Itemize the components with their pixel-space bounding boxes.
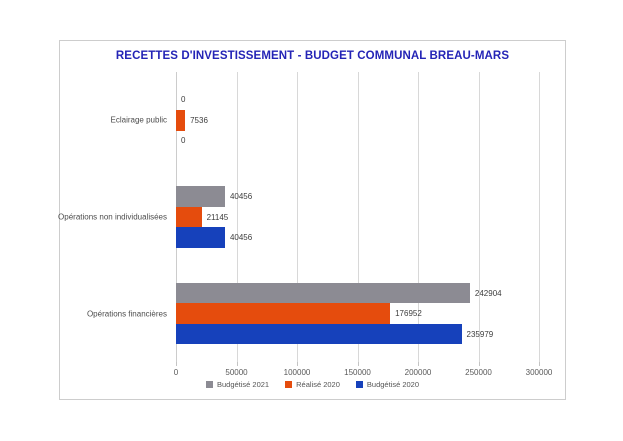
- legend-swatch-icon: [206, 381, 213, 388]
- legend-swatch-icon: [285, 381, 292, 388]
- legend: [60, 380, 565, 389]
- legend-label: Budgétisé 2020: [366, 380, 420, 389]
- bar: [176, 283, 470, 304]
- bar: [176, 303, 390, 324]
- axis-tick: [176, 362, 177, 366]
- axis-tick: [297, 362, 298, 366]
- axis-tick: [418, 362, 419, 366]
- axis-tick: [539, 362, 540, 366]
- bar-value-label: 242904: [474, 288, 502, 298]
- legend-swatch-icon: [356, 381, 363, 388]
- bar: [176, 324, 462, 345]
- axis-tick: [479, 362, 480, 366]
- x-tick-label: 100000: [283, 368, 311, 377]
- x-tick-label: 0: [173, 368, 179, 377]
- x-tick-label: 300000: [525, 368, 553, 377]
- bar-value-label: 0: [181, 95, 186, 105]
- bar-value-label: 235979: [466, 329, 494, 339]
- bar-value-label: 176952: [395, 309, 422, 319]
- axis-tick: [237, 362, 238, 366]
- category-label: Opérations non individualisées: [58, 212, 167, 222]
- bar-value-label: 7536: [190, 115, 208, 125]
- gridline: [479, 72, 480, 362]
- x-tick-label: 250000: [465, 368, 492, 377]
- category-label: Eclairage public: [110, 115, 167, 125]
- legend-label: Budgétisé 2021: [216, 380, 270, 389]
- x-tick-label: 200000: [404, 368, 432, 377]
- legend-label: Réalisé 2020: [296, 380, 340, 389]
- x-tick-label: 50000: [225, 368, 248, 377]
- legend-item: [356, 380, 419, 389]
- gridline: [539, 72, 540, 362]
- legend-item: [285, 380, 340, 389]
- legend-item: [206, 380, 269, 389]
- bar-value-label: 0: [181, 136, 186, 146]
- bar: [176, 207, 202, 228]
- bar: [176, 110, 185, 131]
- bar-value-label: 40456: [229, 233, 253, 242]
- chart-frame: [59, 40, 566, 400]
- bar: [176, 227, 225, 248]
- bar-value-label: 21145: [206, 212, 229, 222]
- axis-tick: [358, 362, 359, 366]
- plot-area: [173, 72, 553, 377]
- bar: [176, 186, 225, 207]
- chart-title: RECETTES D'INVESTISSEMENT - BUDGET COMMUNAL BREAU-MARS: [115, 50, 510, 62]
- bar-value-label: 40456: [229, 192, 253, 201]
- category-label: Opérations financières: [86, 309, 167, 319]
- x-tick-label: 150000: [344, 368, 371, 377]
